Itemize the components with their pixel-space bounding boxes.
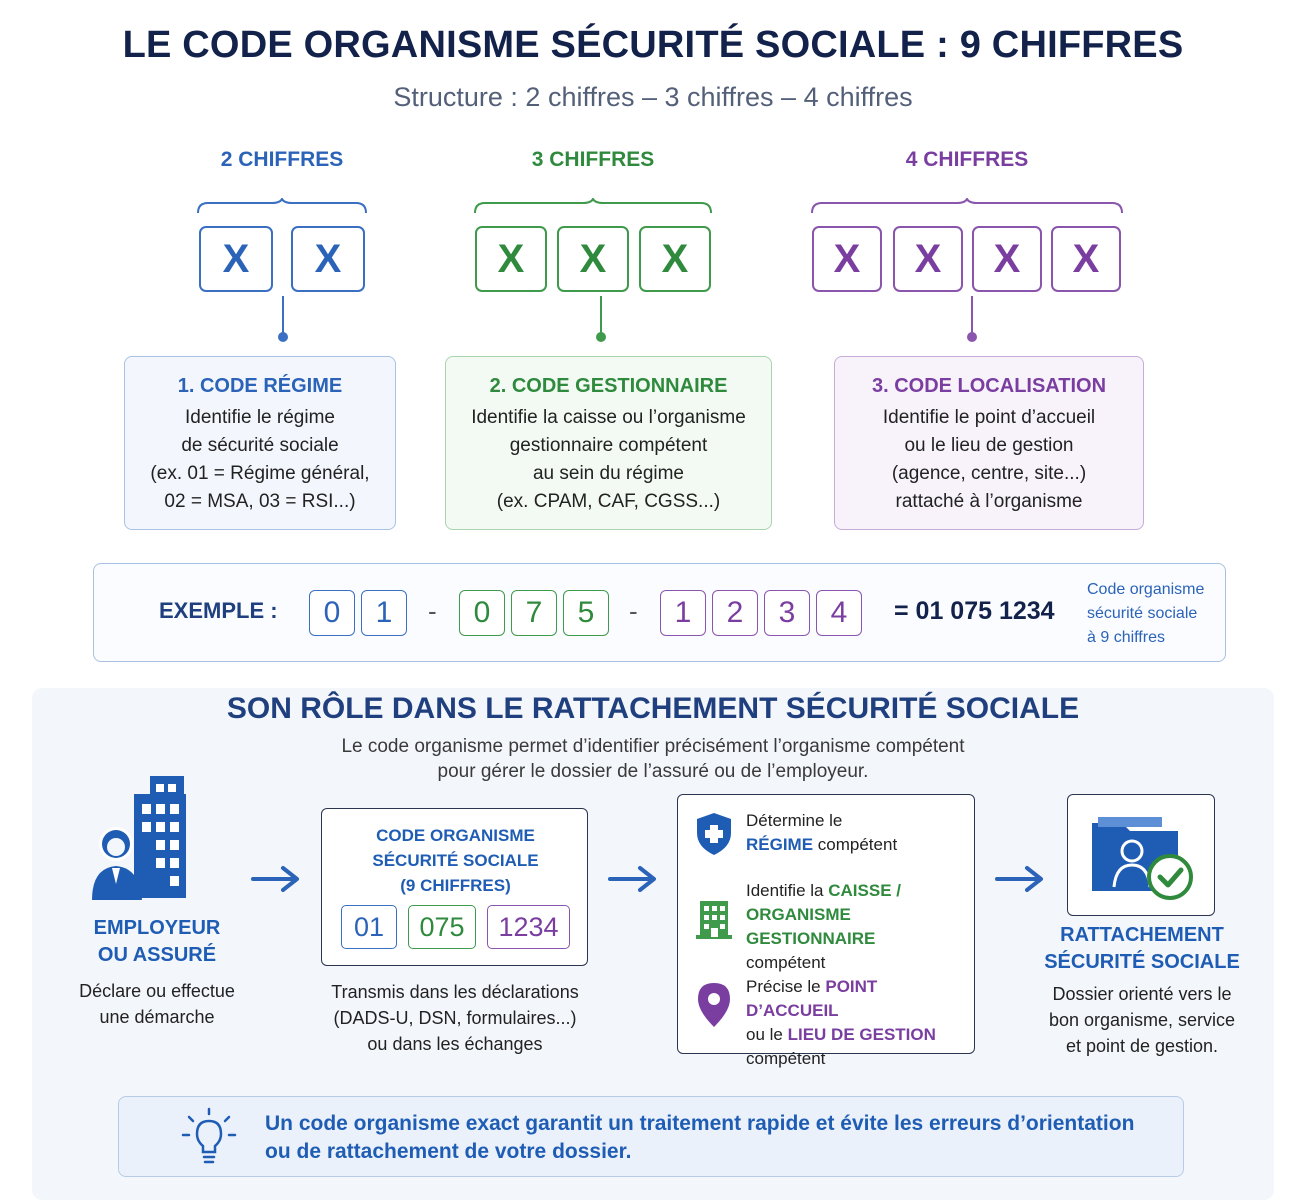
card-title: 2. CODE GESTIONNAIRE bbox=[489, 375, 728, 397]
code-organisme-box bbox=[321, 808, 588, 966]
code-regime-value: 01 bbox=[341, 905, 397, 949]
digit-placeholder: X bbox=[291, 226, 365, 292]
example-separator: - bbox=[428, 596, 437, 626]
location-pin-icon bbox=[696, 981, 732, 1029]
determination-box bbox=[677, 794, 975, 1068]
connector-line bbox=[282, 296, 284, 336]
item-highlight: POINT D’ACCUEIL bbox=[746, 977, 878, 1020]
connector-dot bbox=[967, 332, 977, 342]
digit-placeholder: X bbox=[812, 226, 882, 292]
card-code-regime bbox=[124, 356, 396, 530]
step4-text-line: bon organisme, service bbox=[1048, 1010, 1236, 1030]
example-digit: 1 bbox=[660, 590, 706, 636]
brace-4 bbox=[810, 198, 1124, 214]
brace-2 bbox=[196, 198, 368, 214]
card-line: Identifie le point d’accueil bbox=[882, 407, 1096, 428]
item-text: Identifie la bbox=[746, 881, 829, 900]
digit-placeholder: X bbox=[639, 226, 711, 292]
example-separator: - bbox=[629, 596, 638, 626]
card-line: (ex. 01 = Régime général, bbox=[150, 463, 370, 484]
folder-person-check-icon bbox=[1086, 807, 1200, 905]
role-subtitle-line: pour gérer le dossier de l’assuré ou de l’employeur. bbox=[437, 761, 869, 782]
digit-placeholder: X bbox=[557, 226, 629, 292]
step2-text-line: ou dans les échanges bbox=[367, 1034, 543, 1054]
item-text bbox=[746, 879, 974, 903]
step4-title-line: RATTACHEMENT bbox=[1060, 924, 1224, 946]
item-text: compétent bbox=[746, 1049, 826, 1068]
item-text bbox=[746, 903, 974, 951]
building-person-icon bbox=[90, 774, 206, 900]
digit-placeholder: X bbox=[893, 226, 963, 292]
page-title: LE CODE ORGANISME SÉCURITÉ SOCIALE : 9 CHIFFRES bbox=[122, 24, 1184, 66]
example-note bbox=[1087, 578, 1204, 650]
item-text: compétent bbox=[746, 953, 826, 972]
item-highlight: LIEU DE GESTION bbox=[787, 1025, 936, 1044]
arrow-right-icon bbox=[251, 864, 301, 894]
role-title: SON RÔLE DANS LE RATTACHEMENT SÉCURITÉ SOCIALE bbox=[226, 692, 1080, 725]
arrow-right-icon bbox=[608, 864, 658, 894]
item-text bbox=[746, 833, 897, 857]
example-digit: 5 bbox=[563, 590, 609, 636]
example-digit: 4 bbox=[816, 590, 862, 636]
item-highlight: RÉGIME bbox=[746, 835, 814, 854]
item-text: Détermine le bbox=[746, 811, 843, 830]
example-label: EXEMPLE : bbox=[159, 598, 278, 623]
step1-text-line: Déclare ou effectue bbox=[79, 981, 235, 1001]
connector-dot bbox=[596, 332, 606, 342]
item-text: compétent bbox=[813, 835, 898, 854]
step2-text bbox=[300, 979, 610, 1057]
step4-text bbox=[1040, 981, 1244, 1059]
digit-placeholder: X bbox=[199, 226, 273, 292]
item-regime bbox=[746, 809, 897, 857]
example-digit: 0 bbox=[459, 590, 505, 636]
card-line: au sein du régime bbox=[532, 463, 685, 484]
tip-line: Un code organisme exact garantit un traitement rapide et évite les erreurs d’orientation bbox=[265, 1112, 1135, 1135]
step4-text-line: Dossier orienté vers le bbox=[1052, 984, 1232, 1004]
item-text: Précise le bbox=[746, 977, 826, 996]
example-box bbox=[93, 563, 1226, 662]
digit-placeholder: X bbox=[1051, 226, 1121, 292]
code-box-title-line: (9 CHIFFRES) bbox=[400, 876, 511, 895]
example-note-line: à 9 chiffres bbox=[1087, 629, 1165, 646]
card-title: 1. CODE RÉGIME bbox=[177, 375, 343, 397]
tip-text bbox=[265, 1110, 1134, 1166]
group-label-3: 3 CHIFFRES bbox=[531, 148, 655, 171]
tip-box bbox=[118, 1096, 1184, 1177]
step2-text-line: Transmis dans les déclarations bbox=[331, 982, 579, 1002]
item-text bbox=[746, 1023, 974, 1047]
page-subtitle: Structure : 2 chiffres – 3 chiffres – 4 chiffres bbox=[393, 82, 913, 112]
step4-text-line: et point de gestion. bbox=[1065, 1036, 1219, 1056]
step1-text-line: une démarche bbox=[99, 1007, 215, 1027]
example-digit: 0 bbox=[309, 590, 355, 636]
group-label-2: 2 CHIFFRES bbox=[220, 148, 344, 171]
connector-dot bbox=[278, 332, 288, 342]
card-line: ou le lieu de gestion bbox=[904, 435, 1074, 456]
connector-line bbox=[600, 296, 602, 336]
item-highlight: CAISSE / bbox=[828, 881, 901, 900]
building-icon bbox=[694, 895, 734, 941]
step4-title-line: SÉCURITÉ SOCIALE bbox=[1044, 951, 1240, 973]
card-code-localisation bbox=[834, 356, 1144, 530]
rattachement-icon-box bbox=[1067, 794, 1215, 916]
code-localisation-value: 1234 bbox=[487, 905, 570, 949]
code-box-title-line: SÉCURITÉ SOCIALE bbox=[372, 851, 539, 870]
group-label-4: 4 CHIFFRES bbox=[905, 148, 1029, 171]
step1-text bbox=[62, 978, 252, 1030]
role-subtitle-line: Le code organisme permet d’identifier précisément l’organisme compétent bbox=[341, 736, 965, 757]
item-text: ou le bbox=[746, 1025, 788, 1044]
card-title: 3. CODE LOCALISATION bbox=[871, 375, 1107, 397]
card-line: Identifie le régime bbox=[185, 407, 335, 428]
example-digit: 2 bbox=[712, 590, 758, 636]
code-box-title bbox=[322, 823, 589, 898]
item-highlight: ORGANISME GESTIONNAIRE bbox=[746, 905, 876, 948]
card-line: rattaché à l’organisme bbox=[895, 491, 1083, 512]
item-point-accueil bbox=[746, 975, 974, 1071]
card-line: 02 = MSA, 03 = RSI...) bbox=[164, 491, 356, 512]
card-line: (ex. CPAM, CAF, CGSS...) bbox=[496, 491, 721, 512]
step2-text-line: (DADS-U, DSN, formulaires...) bbox=[333, 1008, 577, 1028]
example-digit: 3 bbox=[764, 590, 810, 636]
card-line: gestionnaire compétent bbox=[509, 435, 708, 456]
card-line: de sécurité sociale bbox=[181, 435, 339, 456]
step4-title bbox=[1040, 922, 1244, 976]
digit-placeholder: X bbox=[972, 226, 1042, 292]
example-digit: 1 bbox=[361, 590, 407, 636]
code-gestionnaire-value: 075 bbox=[408, 905, 476, 949]
step1-title-line: OU ASSURÉ bbox=[97, 944, 217, 966]
arrow-right-icon bbox=[995, 864, 1045, 894]
lightbulb-icon bbox=[181, 1107, 237, 1167]
example-note-line: Code organisme bbox=[1087, 581, 1205, 598]
digit-placeholder: X bbox=[475, 226, 547, 292]
card-line: (agence, centre, site...) bbox=[891, 463, 1087, 484]
example-result: = 01 075 1234 bbox=[894, 597, 1055, 625]
connector-line bbox=[971, 296, 973, 336]
step1-title bbox=[70, 915, 244, 969]
example-note-line: sécurité sociale bbox=[1087, 605, 1198, 622]
tip-line: ou de rattachement de votre dossier. bbox=[265, 1140, 632, 1163]
shield-cross-icon bbox=[694, 811, 734, 857]
card-code-gestionnaire bbox=[445, 356, 772, 530]
brace-3 bbox=[473, 198, 713, 214]
item-caisse bbox=[746, 879, 974, 975]
code-box-title-line: CODE ORGANISME bbox=[376, 826, 535, 845]
card-line: Identifie la caisse ou l’organisme bbox=[471, 407, 746, 428]
item-text bbox=[746, 975, 974, 1023]
example-digit: 7 bbox=[511, 590, 557, 636]
step1-title-line: EMPLOYEUR bbox=[93, 917, 221, 939]
